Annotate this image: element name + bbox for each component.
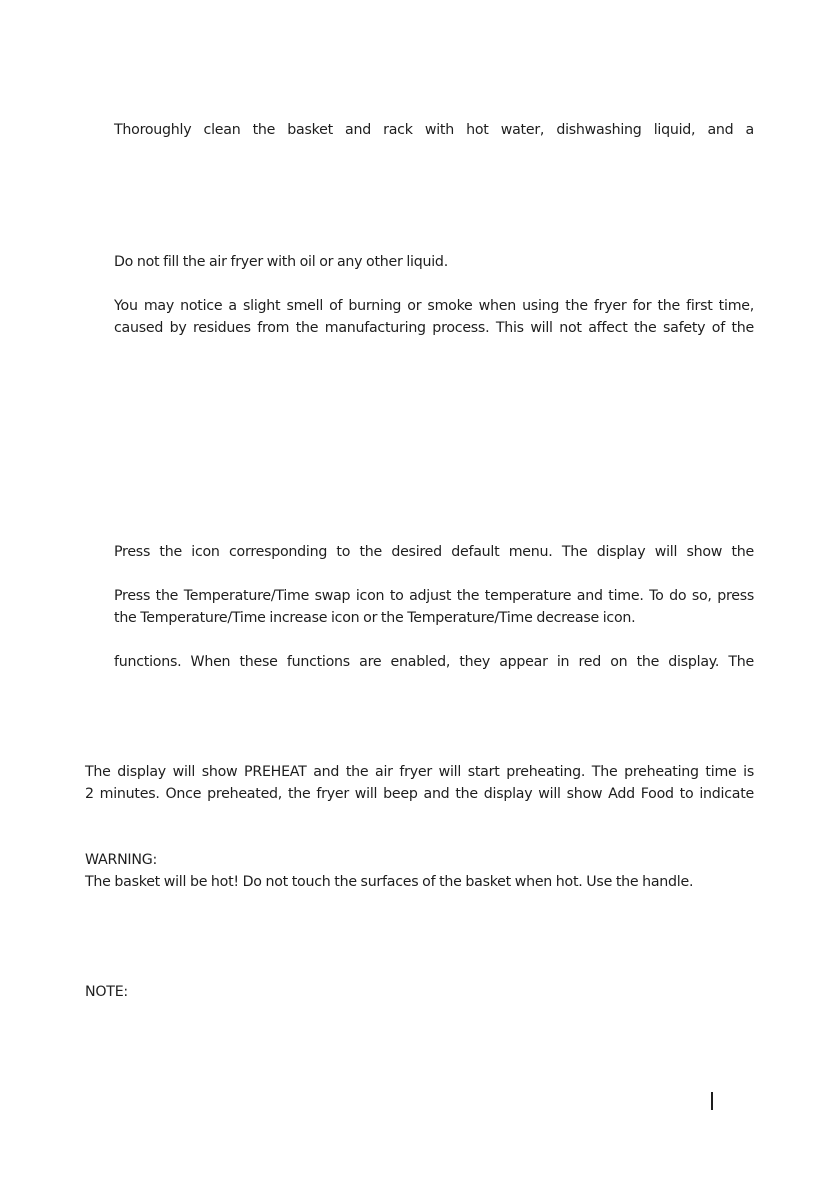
note-block	[85, 981, 754, 1003]
warning-text: The basket will be hot! Do not touch the surfaces of the basket when hot. Use the handle.	[85, 874, 694, 890]
smell-line-2: caused by residues from the manufacturing process. This will not affect the safety of the	[114, 320, 754, 336]
page-number-divider	[711, 1092, 713, 1110]
preheat-line-1: The display will show PREHEAT and the air fryer will start preheating. The preheating time is	[85, 764, 754, 780]
no-oil-line: Do not fill the air fryer with oil or any other liquid.	[114, 254, 448, 270]
paragraph-first-use-smell	[114, 295, 754, 339]
paragraph-temperature-swap	[114, 585, 754, 629]
paragraph-no-oil	[114, 251, 754, 273]
smell-line-1: You may notice a slight smell of burning or smoke when using the fryer for the first time,	[114, 298, 754, 314]
swap-line-2: the Temperature/Time increase icon or the Temperature/Time decrease icon.	[114, 610, 636, 626]
preheat-line-2: 2 minutes. Once preheated, the fryer will beep and the display will show Add Food to indicate	[85, 786, 754, 802]
functions-line: functions. When these functions are enabled, they appear in red on the display. The	[114, 654, 754, 670]
clean-basket-line: Thoroughly clean the basket and rack with hot water, dishwashing liquid, and a	[114, 122, 754, 138]
note-label: NOTE:	[85, 984, 128, 1000]
paragraph-clean-basket	[114, 119, 754, 141]
paragraph-preheat	[85, 761, 754, 805]
warning-label: WARNING:	[85, 852, 157, 868]
warning-block	[85, 849, 754, 893]
paragraph-functions	[114, 651, 754, 673]
swap-line-1: Press the Temperature/Time swap icon to adjust the temperature and time. To do so, press	[114, 588, 754, 604]
press-icon-line: Press the icon corresponding to the desired default menu. The display will show the	[114, 544, 754, 560]
paragraph-press-icon	[114, 541, 754, 563]
